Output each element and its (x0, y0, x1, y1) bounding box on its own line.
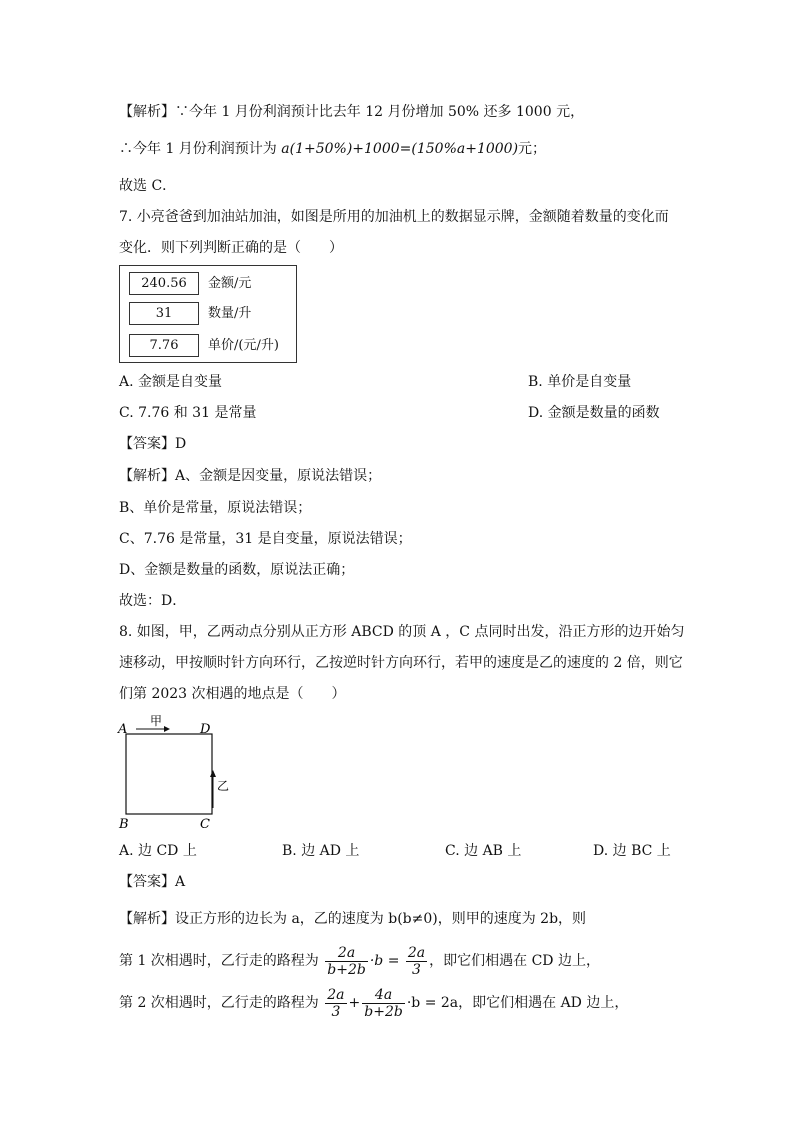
q8-option-d: D. 边 BC 上 (593, 843, 671, 859)
q8-step-1 (119, 941, 600, 981)
solution-line-1: 【解析】∵今年 1 月份利润预计比去年 12 月份增加 50% 还多 1000 元， (119, 104, 585, 120)
jia-arrow-head (164, 726, 170, 732)
q7-analysis-3: C、7.76 是常量，31 是自变量，原说法错误； (119, 531, 412, 547)
question-8-line-3: 们第 2023 次相遇的地点是（ ） (119, 686, 346, 702)
solution-line-2-prefix: ∴今年 1 月份利润预计为 (119, 141, 282, 157)
q7-option-c: C. 7.76 和 31 是常量 (119, 405, 257, 421)
question-8-line-2: 速移动，甲按顺时针方向环行，乙按逆时针方向环行，若甲的速度是乙的速度的 2 倍，则它 (119, 655, 683, 671)
q7-analysis-5: 故选：D． (119, 593, 187, 609)
vertex-a-label: A (118, 722, 128, 737)
q8-step-2 (119, 983, 628, 1023)
q7-option-d: D. 金额是数量的函数 (528, 405, 660, 421)
vertex-c-label: C (200, 817, 210, 832)
pump-value-quantity: 31 (129, 302, 199, 325)
q8-analysis-1: 【解析】设正方形的边长为 a，乙的速度为 b(b≠0)，则甲的速度为 2b，则 (119, 911, 587, 927)
fraction-numerator: 4a (362, 987, 405, 1004)
fraction-denominator: b+2b (364, 1003, 403, 1020)
q7-answer: 【答案】D (119, 436, 187, 452)
solution-line-2-math: a(1+50%)+1000=(150%a+1000) (281, 141, 519, 157)
pump-label-quantity: 数量/升 (208, 306, 252, 321)
q8-step-2-fraction-1 (325, 987, 346, 1020)
pump-label-price: 单价/(元/升) (208, 338, 279, 353)
q7-analysis-2: B、单价是常量，原说法错误； (119, 500, 312, 516)
pump-value-price: 7.76 (129, 334, 199, 357)
jia-label: 甲 (150, 714, 163, 728)
q8-option-c: C. 边 AB 上 (445, 843, 522, 859)
question-7-line-1: 7. 小亮爸爸到加油站加油，如图是所用的加油机上的数据显示牌，金额随着数量的变化而 (119, 209, 669, 225)
yi-label: 乙 (217, 779, 230, 793)
question-8-line-1: 8. 如图，甲，乙两动点分别从正方形 ABCD 的顶 A ，C 点同时出发，沿正方形的边开始匀 (119, 624, 685, 640)
pump-value-amount: 240.56 (129, 272, 199, 295)
q8-step-2-suffix: ·b = 2a，即它们相遇在 AD 边上， (406, 995, 629, 1011)
q8-option-a: A. 边 CD 上 (119, 843, 197, 859)
yi-arrow-head (210, 770, 216, 777)
fraction-numerator: 2a (407, 944, 426, 961)
square-diagram (112, 712, 252, 832)
solution-line-2 (119, 139, 546, 159)
q8-step-2-fraction-2 (362, 987, 405, 1020)
fraction-denominator: 3 (331, 1003, 341, 1020)
q7-analysis-1: 【解析】A、金额是因变量，原说法错误； (119, 468, 382, 484)
fraction-numerator: 2a (327, 986, 345, 1003)
fraction-denominator: 3 (412, 961, 421, 978)
q8-step-1-mid: ·b = (369, 953, 404, 969)
vertex-d-label: D (200, 722, 211, 737)
q8-answer: 【答案】A (119, 874, 186, 890)
q7-analysis-4: D、金额是数量的函数，原说法正确； (119, 562, 355, 578)
solution-line-2-suffix: 元； (518, 141, 547, 157)
fraction-numerator: 2a (325, 945, 368, 962)
q8-step-2-plus: + (348, 995, 361, 1011)
vertex-b-label: B (119, 817, 129, 832)
q8-step-1-fraction-1 (325, 945, 368, 978)
solution-choice: 故选 C． (119, 178, 177, 194)
q8-step-1-suffix: ，即它们相遇在 CD 边上， (429, 953, 600, 969)
square-abcd (126, 734, 212, 814)
q8-step-1-prefix: 第 1 次相遇时，乙行走的路程为 (119, 953, 324, 969)
q7-option-a: A. 金额是自变量 (119, 374, 223, 390)
q7-option-b: B. 单价是自变量 (528, 374, 632, 390)
q8-step-1-fraction-2 (406, 945, 427, 978)
pump-display (119, 265, 297, 363)
q8-step-2-prefix: 第 2 次相遇时，乙行走的路程为 (119, 995, 324, 1011)
fraction-denominator: b+2b (327, 961, 366, 978)
q8-option-b: B. 边 AD 上 (282, 843, 360, 859)
question-7-line-2: 变化．则下列判断正确的是（ ） (119, 240, 343, 256)
pump-label-amount: 金额/元 (208, 276, 252, 291)
